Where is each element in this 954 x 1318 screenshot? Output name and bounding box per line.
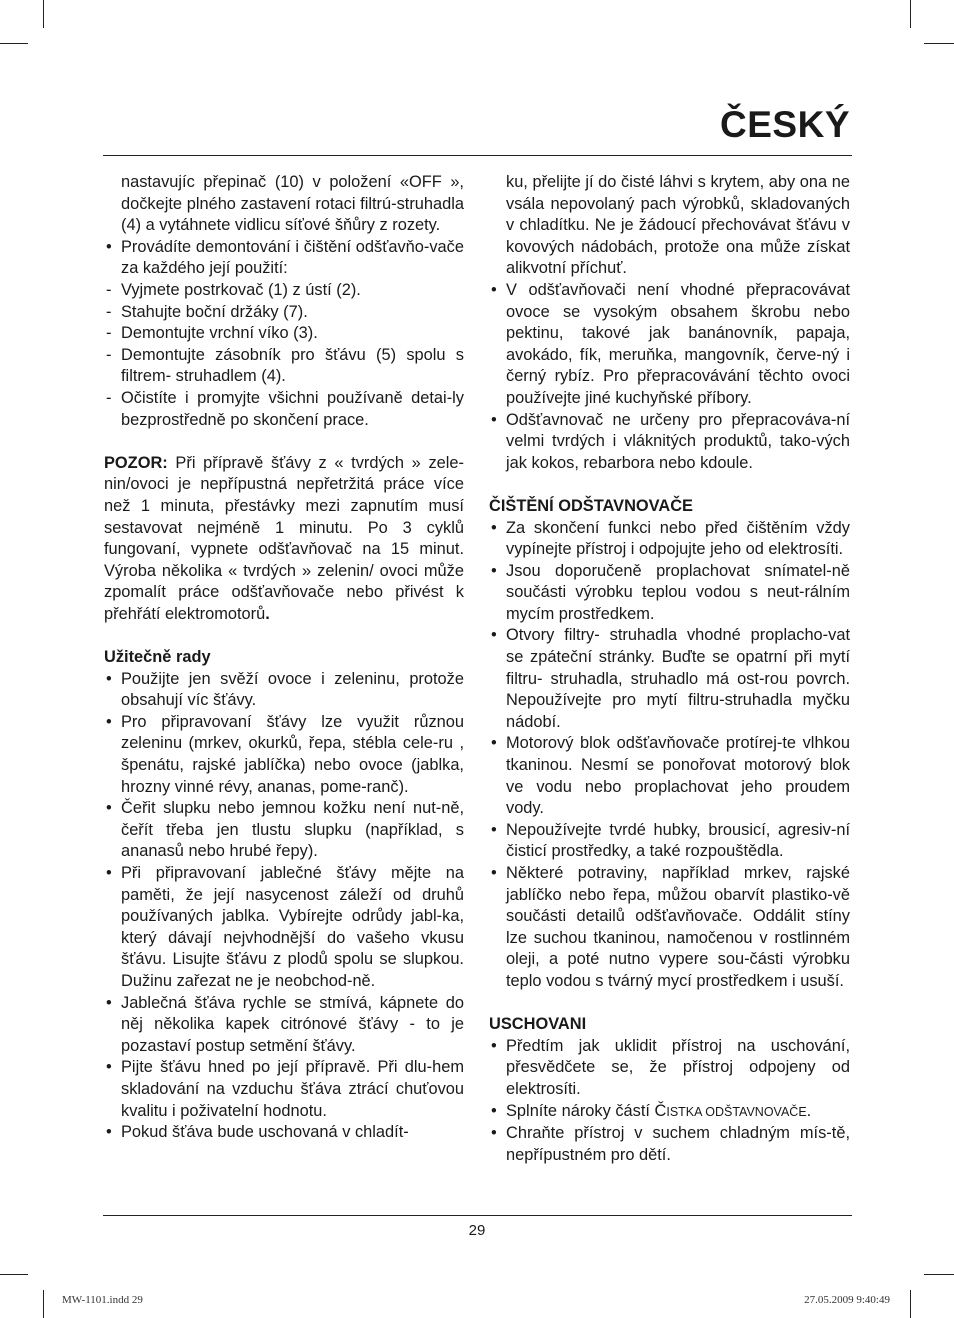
list-item: • Za skončení funkci nebo před čištěním vždy vypínejte přístroj i odpojujte jeho od elektrosíti. [491, 518, 850, 559]
list-item: - Vyjmete postrkovač (1) z ústí (2). [106, 280, 361, 299]
list-item: • Pijte šťávu hned po její přípravě. Při dlu-hem skladování na vzduchu šťáva ztrácí chuťovou kvalitu i poživatelní hodnotu. [106, 1058, 464, 1120]
right-list [489, 280, 850, 474]
warning-paragraph: POZOR: Při přípravě šťávy z « tvrdých » zele-nin/ovoci je nepřípustná nepřetržitá práce více než 1 minuta, přestávky mezi zapnutím musí sestavovat nejméně 1 minutu. Po 3 cyklů fungovaní, vypnete odšťavňovač na 15 minut. Výroba několika « tvrdých » zelenin/ ovoci může zpomalít práce odšťavňovače nebo přivést k přehřátí elektromotorů. [104, 453, 464, 623]
warning-label: POZOR: [104, 453, 168, 472]
list-item: • Motorový blok odšťavňovače protírej-te vlhkou tkaninou. Nesmí se ponořovat motorový blok ve vodu nebo proplachovat jeho proudem vody. [491, 734, 850, 818]
list-item: • V odšťavňovači není vhodné přepracovávat ovoce se vysokým obsahem škrobu nebo pektinu, takové jak banánovník, papaja, avokádo, fík, meruňka, mangovník, červe-ný i černý rybíz. Pro přepracovávání těchto ovoci používejte jiné kuchyňské příbory. [491, 280, 850, 407]
list-item: • Jsou doporučeně proplachovat snímatel-ně součásti výrobku teplou vodou s neut-rálním mycím prostředkem. [491, 561, 850, 623]
timestamp-slug: 27.05.2009 9:40:49 [804, 1294, 890, 1306]
list-item: • Některé potraviny, například mrkev, rajské jablíčko nebo řepa, můžou obarvít plastiko-vě součásti detailů odšťavňovače. Oddálit stíny lze suchou tkaninou, namočenou v rostlinném oleji, a poté nutno vypere sou-části výrobku teplo vodou s tvárný mycí prostředkem i usuší. [491, 864, 850, 990]
list-item: • Čeřit slupku nebo jemnou kožku není nut-ně, čeřít třeba jen tlustu slupku (například, s ananasů nebo hrubé řepy). [106, 799, 464, 861]
list-item: - Očistíte i promyjte všichni používaně detai-ly bezprostředně po skončení prace. [106, 388, 464, 429]
crop-mark [910, 0, 911, 28]
right-intro: ku, přelijte jí do čisté láhvi s krytem, aby ona ne vsála nepovolaný pach výrobků, skladovaných v chladítku. Ne je žádoucí přechovávat šťávu v kovových nádobách, protože ona může získat alikvotní příchuť. [506, 173, 850, 278]
list-item: • Jablečná šťáva rychle se stmívá, kápnete do něj několika kapek citrónové šťávy - to je pozastaví postup setmění šťávy. [106, 993, 464, 1055]
right-column [489, 172, 850, 1166]
left-column [104, 172, 464, 1144]
crop-mark [924, 43, 954, 44]
list-item: - Stahujte boční držáky (7). [106, 302, 308, 321]
list-item: • Pro připravovaní šťávy lze využit různou zeleninu (mrkev, okurků, řepa, stébla cele-ru , špenátu, rajské jablíčka) nebo ovoce (jablka, hrozny vinné révy, ananas, pome-ranč). [106, 712, 464, 796]
list-item: - Demontujte vrchní víko (3). [106, 324, 318, 343]
crop-mark [0, 43, 28, 44]
crop-mark [924, 1274, 954, 1275]
crop-mark [0, 1274, 28, 1275]
crop-mark [43, 0, 44, 28]
list-item: • Chraňte přístroj v suchem chladným mís-tě, nepřípustném pro dětí. [491, 1124, 850, 1164]
page-title: ČESKÝ [720, 104, 850, 145]
list-item: • Pokud šťáva bude uschovaná v chladít- [106, 1123, 409, 1142]
top-rule [103, 155, 852, 156]
list-item: • Splníte nároky částí ČISTKA ODŠTAVNOVAČE. [491, 1101, 812, 1120]
cleaning-heading: ČIŠTĚNÍ ODŠTAVNOVAČE [489, 496, 693, 515]
list-item: • Předtím jak uklidit přístroj na uschování, přesvědčete se, že přístroj odpojeny od elektrosíti. [491, 1036, 850, 1098]
cleaning-list [489, 518, 850, 993]
left-intro: nastavujíc přepinač (10) v položení «OFF », dočkejte plného zastavení rotaci filtrú-struhadla (4) a vytáhnete vidlicu síťové šňůry z rozety. [121, 173, 464, 235]
list-item: • Odšťavnovač ne určeny pro přepracováva-ní velmi tvrdých i vláknitých produktů, tako-vých jak kokos, rebarbora nebo kdoule. [491, 410, 850, 472]
bottom-rule [103, 1215, 852, 1216]
list-item: • Při připravovaní jablečné šťávy mějte na paměti, že její nasycenost záleží od druhů používaných jablka. Vybírejte odrůdy jabl-ka, který dávají nejvhodnější do vašeho vkusu šťávu. Lisujte šťávu z plodů spolu se slupkou. Dužinu zařezat ne je neobchod-ně. [106, 864, 464, 990]
list-item: • Nepoužívejte tvrdé hubky, brousicí, agresiv-ní čisticí prostředky, a také rozpouštědla. [491, 820, 850, 861]
list-item: • Použijte jen svěží ovoce i zeleninu, protože obsahují víc šťávy. [106, 669, 464, 710]
page-number: 29 [468, 1222, 486, 1239]
crop-mark [43, 1290, 44, 1318]
left-list [104, 237, 464, 431]
crop-mark [910, 1290, 911, 1318]
tips-heading: Užitečně rady [104, 648, 211, 667]
storage-list [489, 1036, 850, 1167]
list-item: • Otvory filtry- struhadla vhodné proplacho-vat se zpáteční stránky. Buďte se opatrní při mytí filtru- struhadla, struhadlo má ost-rou povrch. Nepoužívejte pro mytí filtru-struhadla myčku nádobí. [491, 626, 850, 731]
storage-heading: USCHOVANI [489, 1015, 587, 1034]
list-item: • Provádíte demontování i čištění odšťavňo-vače za každého její použití: [106, 237, 464, 278]
list-item: - Demontujte zásobník pro šťávu (5) spolu s filtrem- struhadlem (4). [106, 345, 464, 386]
file-slug: MW-1101.indd 29 [62, 1294, 143, 1306]
tips-list [104, 669, 464, 1144]
